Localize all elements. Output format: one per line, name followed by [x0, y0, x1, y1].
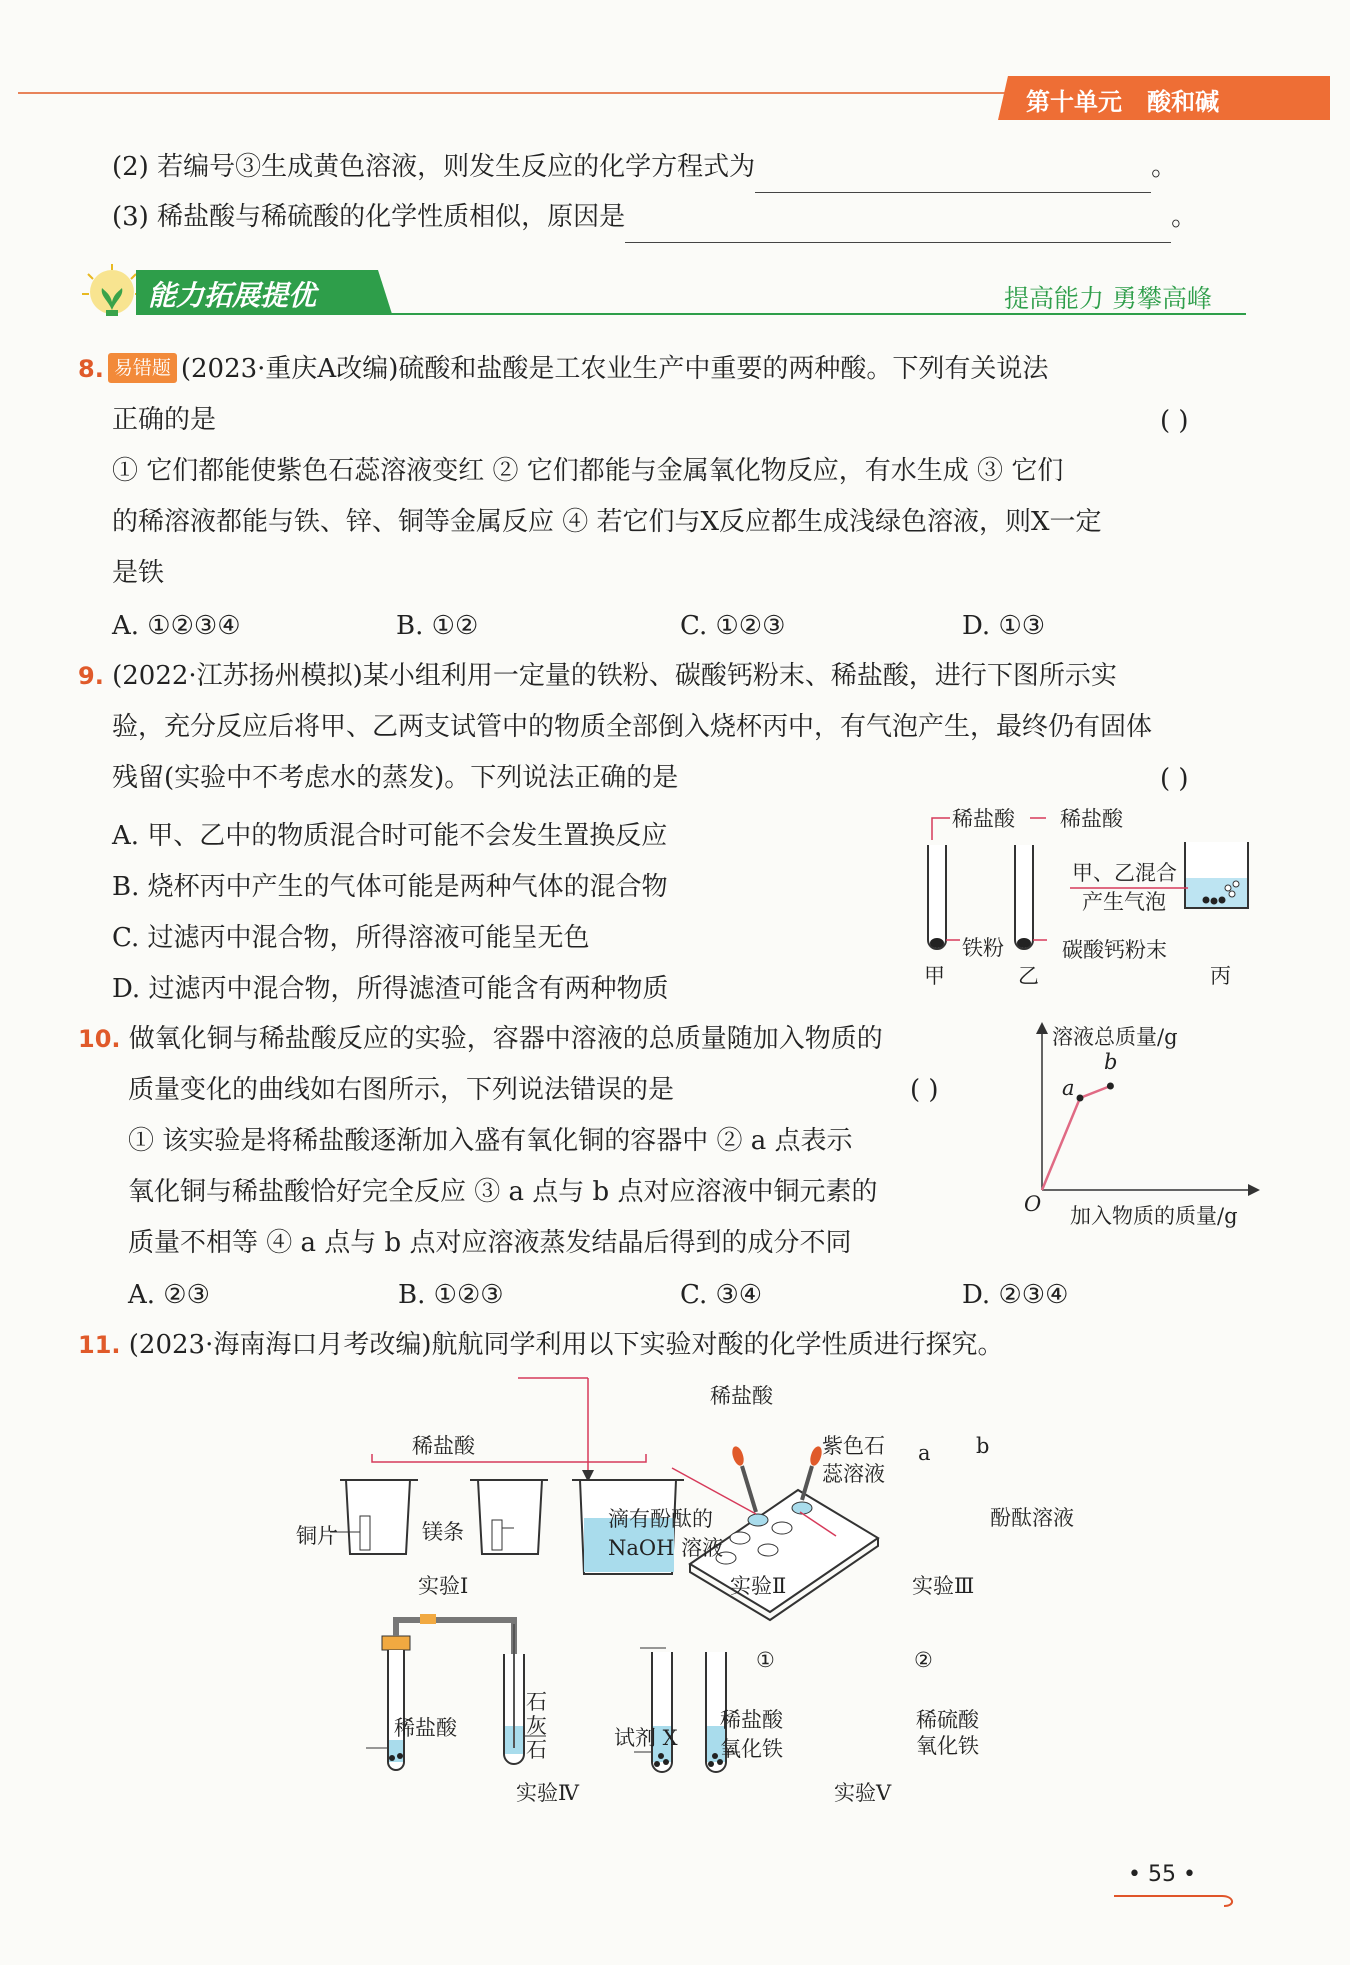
q8-line1 [78, 344, 1248, 395]
question-number: 10. [78, 1025, 121, 1053]
q10-option-a[interactable]: A. ②③ [128, 1280, 210, 1310]
q8-line4: 的稀溶液都能与铁、锌、铜等金属反应 ④ 若它们与X反应都生成浅绿色溶液，则X一定 [112, 507, 1102, 537]
section-slogan: 提高能力 勇攀高峰 [1004, 284, 1212, 313]
exp1-magnesium: 镁条 [422, 1520, 464, 1544]
test-tube-jia [928, 845, 946, 949]
exp1-name: 实验Ⅰ [418, 1574, 469, 1598]
q10-line5: 质量不相等 ④ a 点与 b 点对应溶液蒸发结晶后得到的成分不同 [128, 1228, 852, 1258]
q10-option-c[interactable]: C. ③④ [680, 1280, 763, 1310]
header-title [1026, 82, 1219, 117]
period: 。 [1151, 152, 1178, 182]
q10-stem: 做氧化铜与稀盐酸反应的实验，容器中溶液的总质量随加入物质的 [128, 1024, 883, 1054]
exp1-copper: 铜片 [296, 1524, 338, 1548]
fig9-tube1: 甲 [924, 964, 945, 988]
q8-option-d[interactable]: D. ①③ [962, 611, 1046, 641]
unit-label: 第十单元 [1026, 88, 1122, 116]
fig9-solid2: 碳酸钙粉末 [1062, 938, 1167, 962]
exp2-name: 实验Ⅱ [730, 1574, 787, 1598]
point-b [1107, 1083, 1114, 1090]
answer-paren[interactable]: ( ) [1160, 406, 1189, 436]
q9-stem: (2022·江苏扬州模拟)某小组利用一定量的铁粉、碳酸钙粉末、稀盐酸，进行下图所示实 [112, 661, 1117, 691]
answer-blank[interactable] [625, 206, 1171, 243]
exp4-limestone-3: 石 [526, 1738, 547, 1762]
exp2-acid: 稀盐酸 [710, 1384, 773, 1408]
fig9-solid1: 铁粉 [962, 936, 1004, 960]
exp4-limestone-2: 灰 [526, 1714, 547, 1738]
q9-line1 [78, 651, 1248, 702]
exp3-litmus-line1: 紫色石 [822, 1434, 885, 1458]
question-number: 9. [78, 662, 104, 690]
chart-origin: O [1024, 1192, 1042, 1216]
exp4-acid: 稀盐酸 [394, 1716, 457, 1740]
fig9-beaker: 丙 [1210, 964, 1231, 988]
q9-line2: 验，充分反应后将甲、乙两支试管中的物质全部倒入烧杯丙中，有气泡产生，最终仍有固体 [112, 712, 1153, 742]
beaker-bing [1185, 842, 1248, 908]
answer-paren[interactable]: ( ) [1160, 764, 1189, 794]
q10-line1 [78, 1014, 1018, 1065]
exp3-phenolphthalein: 酚酞溶液 [990, 1506, 1074, 1530]
q10-line2: 质量变化的曲线如右图所示，下列说法错误的是 [128, 1075, 675, 1105]
q10 [78, 1014, 1018, 1269]
question-number: 8. [78, 355, 104, 383]
q9-option-d[interactable]: D. 过滤丙中混合物，所得滤渣可能含有两种物质 [112, 974, 669, 1004]
exp5-acid1: 稀盐酸 [720, 1708, 783, 1732]
q8-line2: 正确的是 [112, 405, 217, 435]
q11-stem: (2023·海南海口月考改编)航航同学利用以下实验对酸的化学性质进行探究。 [128, 1330, 1004, 1360]
q9-option-a[interactable]: A. 甲、乙中的物质混合时可能不会发生置换反应 [112, 821, 668, 851]
q10-line3: ① 该实验是将稀盐酸逐渐加入盛有氧化铜的容器中 ② a 点表示 [128, 1126, 853, 1156]
point-b-label: b [1104, 1050, 1118, 1074]
q9-line3: 残留(实验中不考虑水的蒸发)。下列说法正确的是 [112, 763, 679, 793]
exp5-solid1: 氧化铁 [720, 1737, 783, 1761]
exp5-tube1-number: ① [756, 1648, 775, 1672]
q9-option-c[interactable]: C. 过滤丙中混合物，所得溶液可能呈无色 [112, 923, 590, 953]
question-number: 11. [78, 1331, 121, 1359]
fig9-tube2: 乙 [1018, 964, 1039, 988]
fig9-acid2: 稀盐酸 [1060, 807, 1123, 831]
exp5-solid2: 氧化铁 [916, 1734, 979, 1758]
topic-label: 酸和碱 [1147, 88, 1220, 116]
lightbulb-icon [82, 264, 142, 316]
exp5-name: 实验Ⅴ [834, 1781, 892, 1805]
q8-option-c[interactable]: C. ①②③ [680, 611, 786, 641]
q8-option-a[interactable]: A. ①②③④ [112, 611, 241, 641]
answer-blank[interactable] [755, 156, 1151, 193]
error-prone-tag: 易错题 [108, 353, 177, 383]
exp3-litmus-line2: 蕊溶液 [822, 1462, 885, 1486]
fig9-acid1: 稀盐酸 [952, 807, 1015, 831]
chart-ylabel: 溶液总质量/g [1052, 1025, 1178, 1049]
q9-option-b[interactable]: B. 烧杯丙中产生的气体可能是两种气体的混合物 [112, 872, 668, 902]
q10-chart [1022, 1020, 1262, 1230]
test-tube-yi [1015, 845, 1033, 949]
exp2-solution-line2: NaOH 溶液 [608, 1536, 724, 1560]
q9 [78, 651, 1248, 804]
q8 [78, 344, 1248, 599]
q7-part3 [112, 192, 1197, 243]
exp1-acid: 稀盐酸 [412, 1434, 475, 1458]
point-a [1077, 1095, 1084, 1102]
mass-curve [1042, 1086, 1110, 1190]
exp5-tube2-number: ② [914, 1648, 933, 1672]
q10-option-b[interactable]: B. ①②③ [398, 1280, 504, 1310]
point-a-label: a [1062, 1076, 1075, 1100]
section-title: 能力拓展提优 [148, 279, 317, 312]
q11 [78, 1320, 1004, 1371]
fig9-mix1: 甲、乙混合 [1072, 861, 1177, 885]
exp2-solution-line1: 滴有酚酞的 [608, 1507, 713, 1531]
fig9-mix2: 产生气泡 [1082, 890, 1166, 914]
q8-line3: ① 它们都能使紫色石蕊溶液变红 ② 它们都能与金属氧化物反应，有水生成 ③ 它们 [112, 456, 1064, 486]
q8-option-b[interactable]: B. ①② [396, 611, 479, 641]
exp4-limestone-1: 石 [526, 1690, 547, 1714]
q8-line5: 是铁 [112, 558, 165, 588]
chart-xlabel: 加入物质的质量/g [1070, 1204, 1238, 1228]
answer-paren[interactable]: ( ) [910, 1075, 939, 1105]
q7-part2 [112, 142, 1177, 193]
q10-option-d[interactable]: D. ②③④ [962, 1280, 1069, 1310]
exp5-acid2: 稀硫酸 [916, 1708, 979, 1732]
q8-stem: (2023·重庆A改编)硫酸和盐酸是工农业生产中重要的两种酸。下列有关说法 [180, 354, 1049, 384]
q7-part3-text: (3) 稀盐酸与稀硫酸的化学性质相似，原因是 [112, 202, 626, 232]
q7-part2-text: (2) 若编号③生成黄色溶液，则发生反应的化学方程式为 [112, 152, 756, 182]
exp3-dropper-b: b [976, 1434, 990, 1458]
exp4-name: 实验Ⅳ [516, 1781, 579, 1805]
period: 。 [1171, 202, 1198, 232]
exp3-dropper-a: a [918, 1441, 931, 1465]
exp3-name: 实验Ⅲ [912, 1574, 975, 1598]
exp4-apparatus [366, 1614, 546, 1770]
page-number: • 55 • [1128, 1862, 1196, 1887]
page-number-underline [1112, 1890, 1242, 1912]
q10-line4: 氧化铜与稀盐酸恰好完全反应 ③ a 点与 b 点对应溶液中铜元素的 [128, 1177, 878, 1207]
exp4-reagent-x: 试剂 X [614, 1726, 678, 1750]
